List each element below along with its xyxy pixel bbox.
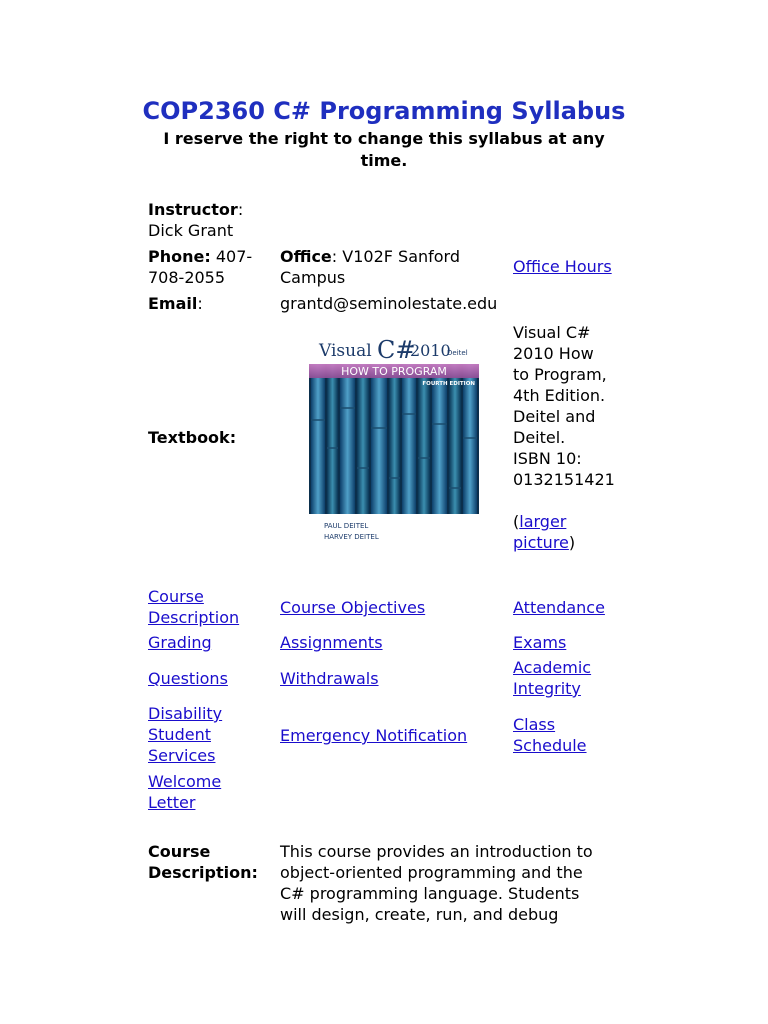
grading-link[interactable]: Grading [148, 633, 212, 652]
disability-services-link[interactable] [148, 703, 222, 766]
larger-picture-link[interactable]: larger [519, 512, 567, 531]
welcome-letter-link[interactable] [148, 771, 221, 813]
label-line: Course [148, 842, 211, 861]
questions-link[interactable]: Questions [148, 669, 228, 688]
textbook-desc-line: 0132151421 [513, 470, 615, 489]
withdrawals-link[interactable]: Withdrawals [280, 669, 379, 688]
desc-line: This course provides an introduction to [280, 842, 593, 861]
attendance-link[interactable]: Attendance [513, 598, 605, 617]
desc-line: C# programming language. Students [280, 884, 580, 903]
cover-edition: FOURTH EDITION [422, 381, 475, 387]
office-value-2: Campus [280, 268, 346, 287]
email-label: Email [148, 294, 198, 313]
class-schedule-link[interactable] [513, 714, 587, 756]
larger-close-paren: ) [568, 533, 576, 552]
office-label: Office [280, 247, 332, 266]
cover-author-2: HARVEY DEITEL [324, 533, 379, 541]
instructor-row [148, 199, 243, 220]
page-subtitle: I reserve the right to change this syllabus at any time. [163, 129, 605, 170]
desc-line: will design, create, run, and debug [280, 905, 559, 924]
textbook-desc-line: ISBN 10: [513, 449, 582, 468]
cover-title-year: 2010 [410, 341, 451, 360]
link-line: Integrity [513, 679, 581, 698]
link-line: Student [148, 725, 211, 744]
course-objectives-link[interactable]: Course Objectives [280, 598, 426, 617]
cover-banner: HOW TO PROGRAM [341, 365, 447, 378]
textbook-desc-line: Deitel. [513, 428, 566, 447]
email-row [148, 293, 203, 314]
larger-open-paren: ( [513, 512, 520, 531]
office-hours-link[interactable]: Office Hours [513, 257, 612, 276]
cover-title-visual: Visual [319, 341, 372, 361]
course-description-label [148, 841, 258, 883]
email-colon: : [197, 294, 203, 313]
textbook-desc-line: to Program, [513, 365, 607, 384]
link-line: Welcome [148, 772, 222, 791]
textbook-cover-image[interactable] [307, 328, 481, 550]
link-line: Schedule [513, 736, 587, 755]
cover-author-1: PAUL DEITEL [324, 522, 369, 530]
exams-link[interactable]: Exams [513, 633, 567, 652]
textbook-desc-line: Deitel and [513, 407, 596, 426]
desc-line: object-oriented programming and the [280, 863, 583, 882]
instructor-label: Instructor [148, 200, 238, 219]
label-line: Description: [148, 863, 258, 882]
textbook-desc-line: Visual C# [513, 323, 591, 342]
page-title: COP2360 C# Programming Syllabus [142, 97, 626, 125]
larger-picture-line-1 [513, 511, 566, 532]
instructor-name: Dick Grant [148, 221, 234, 240]
course-description-text [280, 841, 593, 925]
phone-line-1 [148, 246, 252, 267]
cover-publisher: Deitel [447, 349, 468, 357]
course-description-link[interactable] [148, 586, 239, 628]
office-line-1 [280, 246, 460, 267]
link-line: Disability [148, 704, 223, 723]
phone-label: Phone: [148, 247, 211, 266]
office-value-1: : V102F Sanford [331, 247, 461, 266]
phone-value-2: 708-2055 [148, 268, 226, 287]
textbook-description [513, 322, 615, 490]
link-line: Academic [513, 658, 592, 677]
academic-integrity-link[interactable] [513, 657, 591, 699]
textbook-desc-line: 4th Edition. [513, 386, 606, 405]
textbook-label: Textbook: [148, 428, 237, 447]
link-line: Letter [148, 793, 196, 812]
larger-picture-link-2[interactable]: picture [513, 533, 569, 552]
link-line: Description [148, 608, 240, 627]
assignments-link[interactable]: Assignments [280, 633, 383, 652]
link-line: Course [148, 587, 204, 606]
link-line: Services [148, 746, 216, 765]
textbook-desc-line: 2010 How [513, 344, 594, 363]
larger-picture-line-2 [513, 532, 575, 553]
emergency-notification-link[interactable]: Emergency Notification [280, 726, 468, 745]
link-line: Class [513, 715, 556, 734]
email-value: grantd@seminolestate.edu [280, 294, 498, 313]
cover-title-csharp: C# [377, 336, 416, 364]
phone-value-1: 407- [210, 247, 253, 266]
instructor-colon: : [237, 200, 244, 219]
